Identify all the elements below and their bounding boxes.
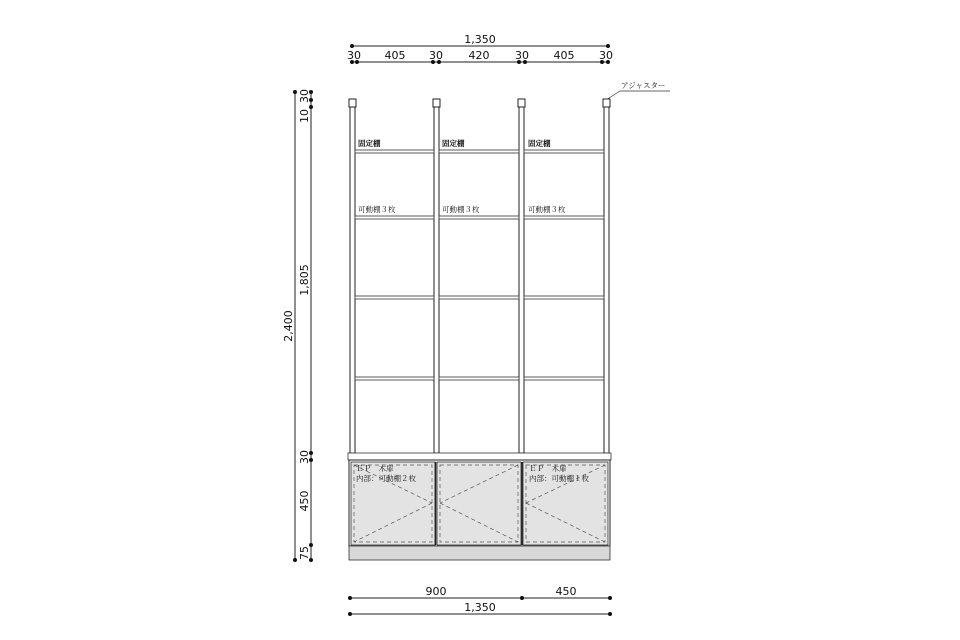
fixed-shelf-label: 固定棚 xyxy=(528,139,551,148)
fixed-shelf xyxy=(355,150,434,153)
top-segment-label: 405 xyxy=(384,49,406,62)
bay-labels xyxy=(358,138,566,214)
left-segment-label: 10 xyxy=(298,109,311,123)
adjuster-label: アジャスター xyxy=(621,81,666,90)
post xyxy=(519,107,524,453)
movable-shelf xyxy=(524,216,604,219)
dim-dot xyxy=(606,44,610,48)
top-segment-label: 30 xyxy=(515,49,529,62)
bottom-segment-label: 900 xyxy=(425,585,447,598)
lower-cabinet xyxy=(349,460,610,546)
post xyxy=(350,107,355,453)
movable-shelf-label: 可動棚３枚 xyxy=(442,205,480,214)
dim-dot xyxy=(293,90,297,94)
bottom-dimension-group xyxy=(348,585,612,616)
dim-dot xyxy=(520,596,524,600)
fixed-shelf xyxy=(439,150,519,153)
fixed-shelf-label: 固定棚 xyxy=(358,139,381,148)
movable-shelf xyxy=(524,377,604,380)
top-segment-label: 30 xyxy=(347,49,361,62)
left-segment-label: 1,805 xyxy=(298,264,311,296)
cabinet-door xyxy=(437,462,521,545)
dim-dot xyxy=(309,105,313,109)
cabinet-interior-label: 内部：可動棚２枚 xyxy=(356,474,416,483)
movable-shelf-label: 可動棚３枚 xyxy=(528,205,566,214)
bottom-overall-dim-label: 1,350 xyxy=(464,601,496,614)
top-segment-label: 30 xyxy=(599,49,613,62)
movable-shelf xyxy=(524,296,604,299)
fixed-shelf xyxy=(524,150,604,153)
movable-shelf xyxy=(355,216,434,219)
posts xyxy=(350,107,609,453)
left-segment-label: 30 xyxy=(298,89,311,103)
post xyxy=(604,107,609,453)
adjuster-callout xyxy=(606,81,670,100)
movable-shelf xyxy=(439,296,519,299)
left-segment-label: 75 xyxy=(298,546,311,560)
movable-shelf xyxy=(355,296,434,299)
dim-dot xyxy=(608,612,612,616)
dim-dot xyxy=(350,44,354,48)
dim-dot xyxy=(348,612,352,616)
shelves xyxy=(355,150,604,380)
top-segment-label: 405 xyxy=(553,49,575,62)
left-segment-label: 450 xyxy=(298,490,311,512)
adjuster-cap xyxy=(603,99,610,107)
dim-dot xyxy=(293,558,297,562)
countertop xyxy=(348,453,611,460)
dim-dot xyxy=(608,596,612,600)
plinth xyxy=(349,546,610,560)
adjuster-cap xyxy=(518,99,525,107)
cabinet-material-label: ＥＰ 木扉 xyxy=(356,464,394,473)
movable-shelf-label: 可動棚３枚 xyxy=(358,205,396,214)
left-dimension-group xyxy=(282,89,313,562)
top-segment-label: 30 xyxy=(429,49,443,62)
movable-shelf xyxy=(439,377,519,380)
adjusters xyxy=(349,99,610,107)
cabinet-interior-label: 内部：可動棚１枚 xyxy=(529,474,589,483)
top-overall-dim-label: 1,350 xyxy=(464,33,496,46)
post xyxy=(434,107,439,453)
movable-shelf xyxy=(355,377,434,380)
adjuster-cap xyxy=(433,99,440,107)
movable-shelf xyxy=(439,216,519,219)
left-segment-label: 30 xyxy=(298,450,311,464)
left-overall-dim-label: 2,400 xyxy=(282,310,295,342)
fixed-shelf-label: 固定棚 xyxy=(442,139,465,148)
bottom-segment-label: 450 xyxy=(555,585,577,598)
cabinet-material-label: ＥＰ 木扉 xyxy=(529,464,567,473)
top-dimension-group xyxy=(347,33,613,64)
adjuster-cap xyxy=(349,99,356,107)
top-segment-label: 420 xyxy=(468,49,490,62)
dim-dot xyxy=(348,596,352,600)
